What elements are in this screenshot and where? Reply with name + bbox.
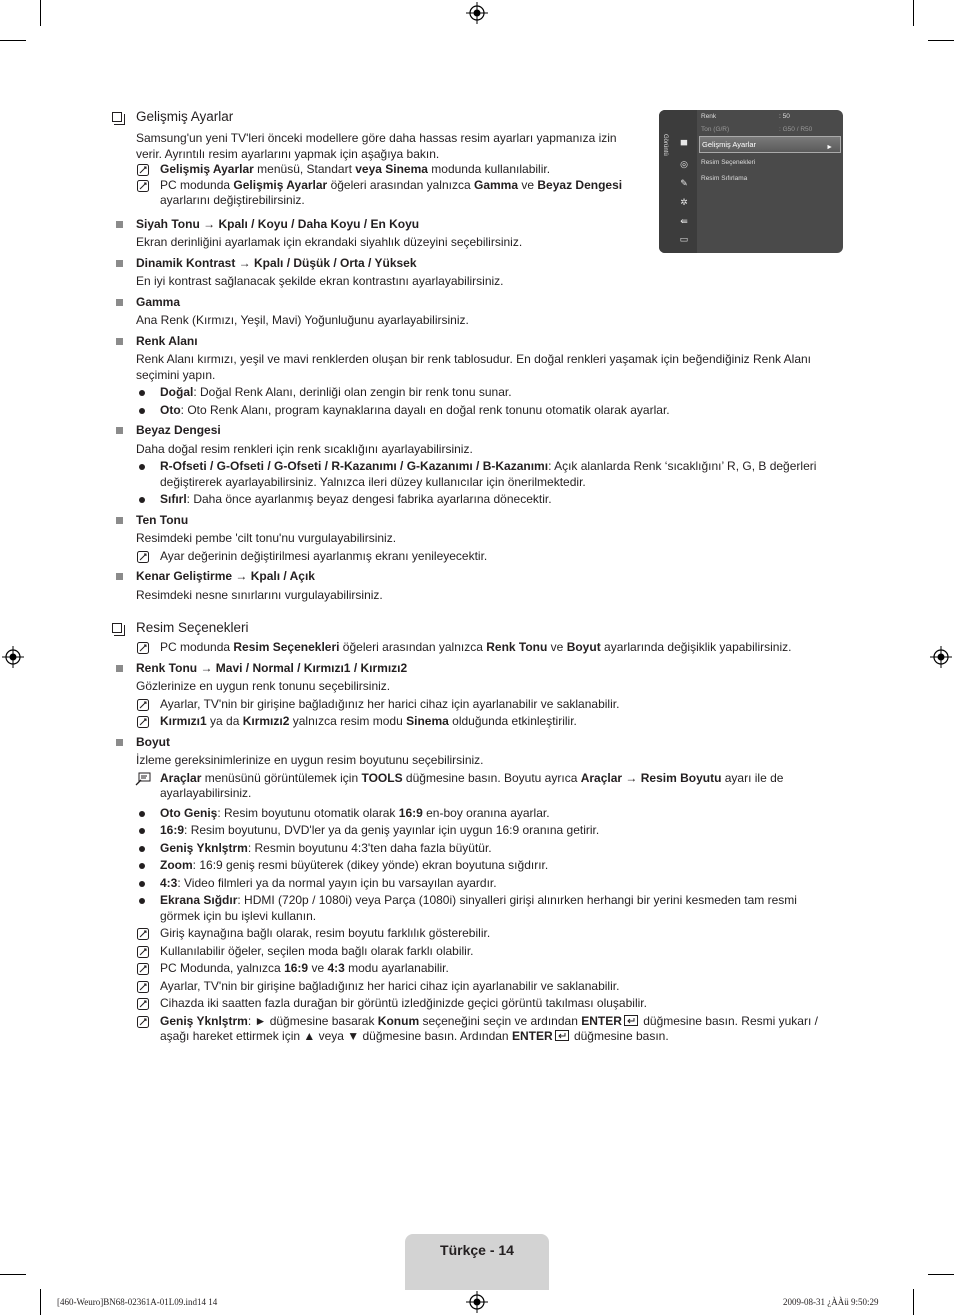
crop-mark [913,0,914,26]
crop-mark [928,40,954,41]
enter-key-icon [555,1030,569,1041]
menu-item-label: Gelişmiş Ayarlar [702,140,757,149]
bullet-text: en-boy oranına ayarlar. [422,805,550,820]
registration-mark-icon [2,646,24,668]
note-text: düğmesine basın. [570,1029,669,1043]
note-text: düğmesine basın. Resmi yukarı / aşağı hareket ettirmek için ▲ veya ▼ düğmesine basın. Ardından [160,1013,818,1043]
note-icon [137,928,149,940]
bullet-text: : 16:9 geniş resmi büyüterek (dikey yönde) ekran boyutuna sığdırır. [192,858,549,872]
item-description: Gözlerinize en uygun renk tonunu seçebilirsiniz. [136,679,391,693]
note-text: seçeneğini seçin ve ardından [419,1013,582,1028]
section-title-picture-options [112,619,834,637]
bullet-label: Oto [160,402,181,417]
note-bold: TOOLS [361,770,403,785]
note-text: PC Modunda, yalnızca [160,961,285,975]
note-bold: 16:9 [284,961,309,975]
square-bullet-icon [116,517,123,524]
item-skin-tone [112,513,834,529]
note [112,697,834,713]
crop-mark [0,1274,26,1275]
note [112,926,834,942]
note-text: menüsü, Standart [253,162,356,176]
item-description: Renk Alanı kırmızı, yeşil ve mavi renklerden oluşan bir renk tablosudur. En doğal renkleri yaşamak için beğendiğiniz Renk Alanı seçimini yapın. [136,352,812,382]
note-text: Ayar değerinin değiştirilmesi ayarlanmış ekranı yenileyecektir. [160,548,488,563]
bullet-label: R-Ofseti / G-Ofseti / G-Ofseti / R-Kazanımı / G-Kazanımı / B-Kazanımı [160,459,549,473]
registration-mark-icon [466,2,488,24]
note-icon [137,981,149,993]
note-bold: Sinema [406,714,449,728]
item-gamma [112,295,834,311]
note-text: ayarlarını değiştirebilirsiniz. [160,193,305,207]
item-description: Resimdeki nesne sınırlarını vurgulayabilirsiniz. [136,587,383,602]
note-bold: Gelişmiş Ayarlar [233,177,328,192]
note-icon [137,180,149,192]
bullet-dot-icon [139,846,145,852]
bullet-label: 16:9 [160,823,185,837]
note-icon [137,1016,149,1028]
note-text: Cihazda iki saatten fazla durağan bir görüntü izledğinizde geçici görüntü takılması oluşabilir. [160,996,647,1010]
note-icon [137,946,149,958]
item-description: İzleme gereksinimlerinize en uygun resim boyutunu seçebilirsiniz. [136,753,484,767]
bullet-dot-icon [139,881,145,887]
menu-row-label: Renk [701,113,717,120]
item-label: Kenar Geliştirme → Kpalı / Açık [136,569,315,583]
item-black-tone [112,217,834,233]
bullet-dot-icon [139,898,145,904]
square-bullet-icon [116,338,123,345]
note-text: düğmesine basın. Boyutu ayrıca [402,770,581,785]
bullet-label: 4:3 [160,875,178,890]
menu-row-label: Ton (G/R) [701,126,730,133]
registration-mark-icon [930,646,952,668]
note-icon [137,642,149,654]
note-text: ayarı ile de ayarlayabilirsiniz. [160,770,784,800]
note-bold: Kırmızı2 [242,714,290,728]
item-label: Ten Tonu [136,512,189,527]
bullet-dot-icon [139,408,145,414]
bullet-label: Geniş Yknlştrm [160,840,248,855]
note [112,944,834,960]
page-number: Türkçe - 14 [440,1242,514,1258]
note [112,1014,834,1045]
note-text: ve [518,177,538,192]
note-text: Giriş kaynağına bağlı olarak, resim boyutu farklılık gösterebilir. [160,926,491,940]
application-icon: ▭ [679,234,689,244]
crop-mark [40,1289,41,1315]
note-bold: Resim Seçenekleri [233,640,340,654]
note-text: PC modunda [160,177,234,192]
bullet-dot-icon [139,811,145,817]
note [112,640,834,656]
bullet [112,893,834,924]
note [112,961,834,977]
note [112,996,834,1012]
note-text: ya da [206,714,243,728]
note [112,979,834,995]
bullet [112,492,834,508]
item-label: Gamma [136,294,181,309]
menu-row-value: : 50 [779,113,790,120]
note-bold: Konum [377,1013,420,1028]
note-icon [137,716,149,728]
note-bold: Araçlar [160,770,202,785]
note-bold: Gelişmiş Ayarlar [160,162,254,176]
note-bold: Renk Tonu [486,640,548,654]
picture-icon: ▀ [680,140,688,150]
item-description: Daha doğal resim renkleri için renk sıcaklığını ayarlayabilirsiniz. [136,441,473,456]
section-title-text: Gelişmiş Ayarlar [136,109,234,124]
menu-item-picture-options[interactable]: Resim Seçenekleri [701,159,756,166]
item-white-balance [112,423,834,439]
note-text: Ayarlar, TV'nin bir girişine bağladığınız her harici cihaz için ayarlanabilir ve saklanabilir. [160,696,620,711]
square-bullet-icon [116,665,123,672]
checkbox-icon [112,623,122,633]
item-label: Dinamik Kontrast → Kpalı / Düşük / Orta / Yüksek [136,255,417,270]
note-bold: Geniş Yknlştrm [160,1013,248,1028]
bullet-dot-icon [139,497,145,503]
item-description: Ana Renk (Kırmızı, Yeşil, Mavi) Yoğunluğunu ayarlayabilirsiniz. [136,313,469,327]
note-text: Ayarlar, TV'nin bir girişine bağladığınız her harici cihaz için ayarlanabilir ve saklanabilir. [160,978,620,993]
menu-row-value: : G50 / R50 [779,126,813,133]
square-bullet-icon [116,260,123,267]
note-icon [137,551,149,563]
item-dynamic-contrast [112,256,834,272]
item-description: Resimdeki pembe 'cilt tonu'nu vurgulayabilirsiniz. [136,531,397,545]
bullet [112,876,834,892]
note-icon [137,699,149,711]
bullet-dot-icon [139,464,145,470]
note-text: PC modunda [160,640,234,654]
note-icon [137,998,149,1010]
bullet-dot-icon [139,863,145,869]
crop-mark [0,40,26,41]
tools-icon [135,772,151,786]
item-description: Ekran derinliğini ayarlamak için ekrandaki siyahlık düzeyini seçebilirsiniz. [136,235,523,249]
note-bold: Beyaz Dengesi [537,177,623,192]
bullet-label: Sıfırl [160,492,187,506]
sound-icon: ◎ [680,159,688,169]
bullet [112,823,834,839]
bullet-text: : Açık alanlarda Renk ‘sıcaklığını’ R, G, B değerleri değiştirerek ayarlayabilirsiniz. Yalnızca ileri düzey kullanıcılar için önerilmektedir. [160,459,817,489]
crop-mark [928,1274,954,1275]
bullet-text: : Oto Renk Alanı, program kaynaklarına dayalı en doğal renk tonunu otomatik olarak ayarlar. [180,402,670,417]
note-icon [137,963,149,975]
bullet-text: : Resmin boyutunu 4:3'ten daha fazla büyütür. [247,840,492,855]
crop-mark [40,0,41,26]
section-title-advanced-settings [112,108,834,126]
bullet [112,385,834,401]
note-icon [137,164,149,176]
setup-icon: ✲ [680,197,688,207]
bullet-label: Doğal [160,385,194,399]
note-bold: Boyut [566,640,601,654]
bullet [112,841,834,857]
note-bold: veya Sinema [355,162,428,176]
input-icon: ⇚ [680,216,688,226]
registration-mark-icon [466,1291,488,1313]
page-content [112,108,834,1045]
bullet-label: Zoom [160,858,193,872]
note-text: ayarlarında değişiklik yapabilirsiniz. [600,640,792,654]
enter-key-icon [624,1015,638,1026]
note [112,714,834,730]
note-text: modunda kullanılabilir. [427,162,551,176]
bullet-text: : Resim boyutunu otomatik olarak [217,805,399,820]
note-text: olduğunda etkinleştirilir. [448,714,577,728]
item-description: En iyi kontrast sağlanacak şekilde ekran kontrastını ayarlayabilirsiniz. [136,274,504,288]
square-bullet-icon [116,221,123,228]
bullet [112,459,834,490]
item-label: Boyut [136,734,170,749]
square-bullet-icon [116,427,123,434]
intro-text: Samsung'un yeni TV'leri önceki modellere göre daha hassas resim ayarları yapmanıza izin verir. Ayrıntılı resim ayarlarını yapmak için aşağıya bakın. [136,131,617,161]
menu-item-picture-reset[interactable]: Resim Sıfırlama [701,175,748,182]
note-bold: Gamma [474,177,519,192]
bullet-bold: 16:9 [398,805,423,820]
note-text: menüsünü görüntülemek için [201,770,362,785]
item-edge-enhancement [112,569,834,585]
note-text: modu ayarlanabilir. [344,961,449,975]
item-color-space [112,334,834,350]
note-text: öğeleri arasından yalnızca [327,177,474,192]
bullet-label: Ekrana Sığdır [160,893,238,907]
bullet-text: : HDMI (720p / 1080i) veya Parça (1080i) sinyalleri girişi alınırken herhangi bir yerini kesmeden tam resmi görmek için bu işlevi kullanın. [160,893,797,923]
item-label: Beyaz Dengesi [136,423,221,437]
channel-icon: ✎ [680,178,688,188]
tools-note [112,771,834,802]
square-bullet-icon [116,299,123,306]
menu-category-label: Görüntü [662,134,668,156]
item-label: Renk Tonu → Mavi / Normal / Kırmızı1 / Kırmızı2 [136,660,408,675]
crop-mark [913,1289,914,1315]
footer-timestamp: 2009-08-31 ¿ÀÀü 9:50:29 [783,1297,879,1307]
square-bullet-icon [116,739,123,746]
item-label: Siyah Tonu → Kpalı / Koyu / Daha Koyu / En Koyu [136,216,420,231]
bullet [112,403,834,419]
note [112,162,834,178]
bullet-text: : Daha önce ayarlanmış beyaz dengesi fabrika ayarlarına dönecektir. [186,492,552,506]
bullet-text: : Resim boyutunu, DVD'ler ya da geniş yayınlar için uygun 16:9 oranına getirir. [184,823,600,837]
note-bold: 4:3 [327,961,345,975]
bullet-dot-icon [139,390,145,396]
item-color-tone [112,661,834,677]
item-label: Renk Alanı [136,333,198,348]
note-text: ve [308,961,328,975]
bullet-text: : Video filmleri ya da normal yayın için bu varsayılan ayardır. [177,875,497,890]
note-text: : ► düğmesine basarak [247,1013,378,1028]
note-text: Kullanılabilir öğeler, seçilen moda bağlı olarak farklı olabilir. [160,943,474,958]
note-text: yalnızca resim modu [289,714,407,728]
bullet [112,806,834,822]
item-size [112,735,834,751]
bullet-dot-icon [139,828,145,834]
footer-file-info: [460-Weuro]BN68-02361A-01L09.ind14 14 [57,1297,218,1307]
bullet [112,858,834,874]
note-bold: Araçlar → Resim Boyutu [580,770,722,785]
section-title-text: Resim Seçenekleri [136,620,249,635]
note [112,178,632,209]
note [112,549,834,565]
note-bold: ENTER [581,1013,622,1028]
checkbox-icon [112,112,122,122]
note-text: öğeleri arasından yalnızca [339,640,487,654]
note-bold: ENTER [511,1029,553,1043]
square-bullet-icon [116,573,123,580]
arrow-right-icon: ► [826,144,833,151]
bullet-label: Oto Geniş [160,805,218,820]
note-bold: Kırmızı1 [160,714,207,728]
note-text: ve [547,640,567,654]
bullet-text: : Doğal Renk Alanı, derinliği olan zengin bir renk tonu sunar. [193,385,512,399]
page-number-tab [405,1234,549,1290]
